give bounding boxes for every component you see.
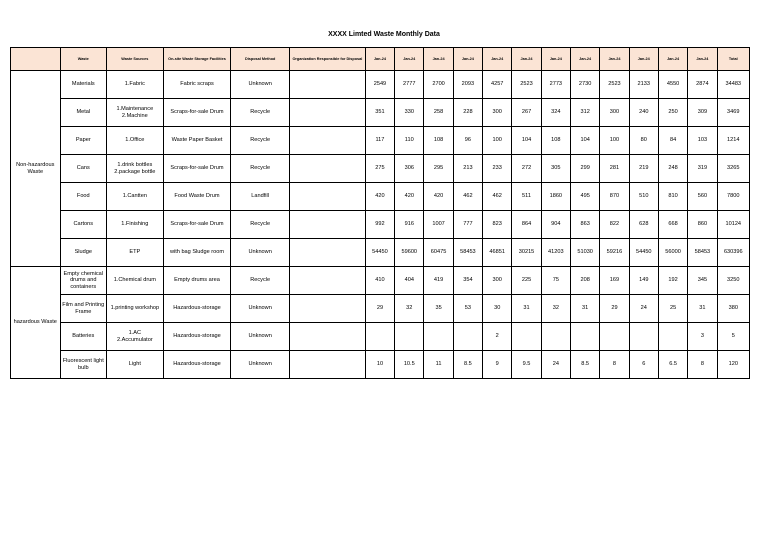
month-value-cell: 8.5 (453, 351, 482, 379)
month-value-cell (600, 323, 629, 351)
header-month: Jan-24 (483, 48, 512, 71)
organization-cell (289, 155, 365, 183)
month-value-cell (658, 323, 687, 351)
month-value-cell: 149 (629, 267, 658, 295)
month-value-cell: 58453 (453, 239, 482, 267)
table-row (11, 155, 750, 183)
month-value-cell: 560 (688, 183, 717, 211)
month-value-cell: 29 (600, 295, 629, 323)
waste-source-cell (107, 351, 164, 379)
month-value-cell: 213 (453, 155, 482, 183)
month-value-cell: 410 (365, 267, 394, 295)
month-value-cell: 59216 (600, 239, 629, 267)
disposal-method-cell: Recycle (231, 155, 290, 183)
month-value-cell: 281 (600, 155, 629, 183)
table-row (11, 99, 750, 127)
month-value-cell: 272 (512, 155, 541, 183)
month-value-cell: 11 (424, 351, 453, 379)
disposal-method-cell: Unknown (231, 295, 290, 323)
month-value-cell: 305 (541, 155, 570, 183)
header-waste: Waste (60, 48, 107, 71)
month-value-cell: 192 (658, 267, 687, 295)
organization-cell (289, 351, 365, 379)
storage-cell: Hazardous-storage (163, 351, 231, 379)
table-row (11, 351, 750, 379)
month-value-cell: 24 (541, 351, 570, 379)
waste-source-line: Light (128, 361, 141, 368)
month-value-cell: 169 (600, 267, 629, 295)
organization-cell (289, 295, 365, 323)
table-body (11, 71, 750, 379)
month-value-cell: 60475 (424, 239, 453, 267)
waste-source-line: 1.Office (125, 137, 145, 144)
month-value-cell (424, 323, 453, 351)
header-total: Total (717, 48, 749, 71)
month-value-cell: 4550 (658, 71, 687, 99)
month-value-cell: 108 (424, 127, 453, 155)
organization-cell (289, 211, 365, 239)
waste-source-cell (107, 239, 164, 267)
waste-cell: Fluorescent light bulb (60, 351, 107, 379)
month-value-cell (453, 323, 482, 351)
month-value-cell: 628 (629, 211, 658, 239)
month-value-cell: 240 (629, 99, 658, 127)
month-value-cell: 103 (688, 127, 717, 155)
storage-cell: with bag Sludge room (163, 239, 231, 267)
header-month: Jan-24 (424, 48, 453, 71)
table-row (11, 295, 750, 323)
waste-source-cell (107, 295, 164, 323)
month-value-cell: 104 (570, 127, 599, 155)
header-month: Jan-24 (395, 48, 424, 71)
waste-source-line: 1.Fabric (124, 81, 145, 88)
waste-source-line: 1.AC (128, 330, 142, 337)
waste-source-line: 1.Maintenance (116, 106, 154, 113)
month-value-cell: 2700 (424, 71, 453, 99)
waste-source-line: 2.Machine (121, 112, 148, 119)
month-value-cell: 511 (512, 183, 541, 211)
month-value-cell: 306 (395, 155, 424, 183)
header-storage-facilities: On-site Waste Storage Facilities (163, 48, 231, 71)
month-value-cell: 300 (600, 99, 629, 127)
waste-source-cell (107, 155, 164, 183)
month-value-cell: 250 (658, 99, 687, 127)
month-value-cell: 1860 (541, 183, 570, 211)
month-value-cell: 777 (453, 211, 482, 239)
month-value-cell: 59600 (395, 239, 424, 267)
total-cell: 34483 (717, 71, 749, 99)
storage-cell: Hazardous-storage (163, 295, 231, 323)
month-value-cell: 108 (541, 127, 570, 155)
disposal-method-cell: Recycle (231, 211, 290, 239)
table-row (11, 267, 750, 295)
month-value-cell: 864 (512, 211, 541, 239)
table-row (11, 183, 750, 211)
month-value-cell: 35 (424, 295, 453, 323)
waste-source-line: 1.Chemical drum (113, 277, 156, 284)
total-cell: 3250 (717, 267, 749, 295)
month-value-cell: 31 (512, 295, 541, 323)
header-month: Jan-24 (541, 48, 570, 71)
month-value-cell: 54450 (629, 239, 658, 267)
header-organization: Organization Responsible for Disposal (289, 48, 365, 71)
storage-cell: Empty drums area (163, 267, 231, 295)
month-value-cell: 462 (483, 183, 512, 211)
month-value-cell: 462 (453, 183, 482, 211)
month-value-cell: 2093 (453, 71, 482, 99)
month-value-cell: 354 (453, 267, 482, 295)
waste-source-line: 1.printing workshop (110, 305, 160, 312)
month-value-cell (541, 323, 570, 351)
month-value-cell: 8 (600, 351, 629, 379)
month-value-cell: 6.5 (658, 351, 687, 379)
month-value-cell: 404 (395, 267, 424, 295)
waste-cell: Materials (60, 71, 107, 99)
month-value-cell: 1007 (424, 211, 453, 239)
organization-cell (289, 239, 365, 267)
month-value-cell: 84 (658, 127, 687, 155)
waste-cell: Film and Printing Frame (60, 295, 107, 323)
header-category-cell (11, 48, 61, 71)
table-row (11, 323, 750, 351)
month-value-cell: 2523 (600, 71, 629, 99)
waste-cell: Sludge (60, 239, 107, 267)
waste-source-cell (107, 267, 164, 295)
storage-cell: Food Waste Drum (163, 183, 231, 211)
waste-source-line: 2.Accumulator (116, 336, 153, 343)
month-value-cell: 54450 (365, 239, 394, 267)
sheet-title: XXXX Limted Waste Monthly Data (328, 31, 440, 38)
waste-source-cell (107, 323, 164, 351)
month-value-cell (570, 323, 599, 351)
month-value-cell: 96 (453, 127, 482, 155)
month-value-cell: 319 (688, 155, 717, 183)
month-value-cell: 8 (688, 351, 717, 379)
organization-cell (289, 99, 365, 127)
month-value-cell: 32 (395, 295, 424, 323)
month-value-cell: 80 (629, 127, 658, 155)
header-month: Jan-24 (600, 48, 629, 71)
header-month: Jan-24 (453, 48, 482, 71)
month-value-cell: 25 (658, 295, 687, 323)
month-value-cell: 300 (483, 99, 512, 127)
month-value-cell: 208 (570, 267, 599, 295)
header-waste-sources: Waste Sources (107, 48, 164, 71)
organization-cell (289, 183, 365, 211)
disposal-method-cell: Recycle (231, 127, 290, 155)
month-value-cell: 860 (688, 211, 717, 239)
month-value-cell: 420 (365, 183, 394, 211)
total-cell: 120 (717, 351, 749, 379)
disposal-method-cell: Unknown (231, 351, 290, 379)
month-value-cell (629, 323, 658, 351)
month-value-cell: 32 (541, 295, 570, 323)
header-month: Jan-24 (629, 48, 658, 71)
total-cell: 10124 (717, 211, 749, 239)
disposal-method-cell: Landfill (231, 183, 290, 211)
organization-cell (289, 267, 365, 295)
month-value-cell: 10.5 (395, 351, 424, 379)
total-cell: 7800 (717, 183, 749, 211)
month-value-cell: 248 (658, 155, 687, 183)
waste-cell: Paper (60, 127, 107, 155)
month-value-cell: 295 (424, 155, 453, 183)
month-value-cell: 420 (424, 183, 453, 211)
waste-source-cell (107, 183, 164, 211)
month-value-cell: 10 (365, 351, 394, 379)
waste-cell: Cans (60, 155, 107, 183)
total-cell: 1214 (717, 127, 749, 155)
month-value-cell: 56000 (658, 239, 687, 267)
organization-cell (289, 127, 365, 155)
month-value-cell: 2 (483, 323, 512, 351)
storage-cell: Scraps-for-sale Drum (163, 155, 231, 183)
month-value-cell: 822 (600, 211, 629, 239)
month-value-cell: 2523 (512, 71, 541, 99)
waste-source-line: ETP (129, 249, 141, 256)
month-value-cell: 823 (483, 211, 512, 239)
month-value-cell: 2730 (570, 71, 599, 99)
waste-cell: Batteries (60, 323, 107, 351)
storage-cell: Scraps-for-sale Drum (163, 211, 231, 239)
waste-source-cell (107, 99, 164, 127)
month-value-cell: 863 (570, 211, 599, 239)
month-value-cell: 2773 (541, 71, 570, 99)
month-value-cell: 2549 (365, 71, 394, 99)
organization-cell (289, 71, 365, 99)
waste-cell: Cartons (60, 211, 107, 239)
month-value-cell: 300 (483, 267, 512, 295)
storage-cell: Scraps-for-sale Drum (163, 99, 231, 127)
month-value-cell: 258 (424, 99, 453, 127)
month-value-cell: 100 (600, 127, 629, 155)
header-month: Jan-24 (658, 48, 687, 71)
total-cell: 3469 (717, 99, 749, 127)
header-month: Jan-24 (688, 48, 717, 71)
month-value-cell: 324 (541, 99, 570, 127)
disposal-method-cell: Unknown (231, 323, 290, 351)
month-value-cell: 916 (395, 211, 424, 239)
waste-cell: Metal (60, 99, 107, 127)
waste-data-table (10, 47, 750, 379)
category-hazardous: hazardous Waste (11, 267, 61, 379)
month-value-cell: 810 (658, 183, 687, 211)
month-value-cell: 51030 (570, 239, 599, 267)
month-value-cell: 9.5 (512, 351, 541, 379)
month-value-cell (512, 323, 541, 351)
disposal-method-cell: Unknown (231, 239, 290, 267)
storage-cell: Fabric scraps (163, 71, 231, 99)
month-value-cell: 58453 (688, 239, 717, 267)
month-value-cell: 30 (483, 295, 512, 323)
total-cell: 630396 (717, 239, 749, 267)
month-value-cell: 4257 (483, 71, 512, 99)
month-value-cell: 495 (570, 183, 599, 211)
storage-cell: Hazardous-storage (163, 323, 231, 351)
month-value-cell: 904 (541, 211, 570, 239)
month-value-cell: 41203 (541, 239, 570, 267)
month-value-cell: 46851 (483, 239, 512, 267)
disposal-method-cell: Recycle (231, 99, 290, 127)
table-row (11, 71, 750, 99)
header-month: Jan-24 (365, 48, 394, 71)
month-value-cell: 870 (600, 183, 629, 211)
month-value-cell: 6 (629, 351, 658, 379)
month-value-cell: 299 (570, 155, 599, 183)
waste-cell: Empty chemical drums and containers (60, 267, 107, 295)
header-row (11, 48, 750, 71)
month-value-cell: 267 (512, 99, 541, 127)
total-cell: 380 (717, 295, 749, 323)
month-value-cell: 219 (629, 155, 658, 183)
month-value-cell (395, 323, 424, 351)
table-row (11, 211, 750, 239)
waste-source-line: 1.drink bottles (117, 162, 153, 169)
month-value-cell (365, 323, 394, 351)
month-value-cell: 419 (424, 267, 453, 295)
month-value-cell: 330 (395, 99, 424, 127)
month-value-cell: 31 (688, 295, 717, 323)
month-value-cell: 2133 (629, 71, 658, 99)
waste-source-cell (107, 71, 164, 99)
month-value-cell: 100 (483, 127, 512, 155)
category-non-hazardous: Non-hazardous Waste (11, 71, 61, 267)
disposal-method-cell: Recycle (231, 267, 290, 295)
month-value-cell: 104 (512, 127, 541, 155)
waste-source-cell (107, 127, 164, 155)
month-value-cell: 345 (688, 267, 717, 295)
disposal-method-cell: Unknown (231, 71, 290, 99)
waste-source-line: 1.Finishing (121, 221, 149, 228)
month-value-cell: 992 (365, 211, 394, 239)
storage-cell: Waste Paper Basket (163, 127, 231, 155)
month-value-cell: 233 (483, 155, 512, 183)
month-value-cell: 351 (365, 99, 394, 127)
month-value-cell: 53 (453, 295, 482, 323)
month-value-cell: 31 (570, 295, 599, 323)
month-value-cell: 29 (365, 295, 394, 323)
waste-source-line: 1.Cantten (122, 193, 147, 200)
month-value-cell: 2777 (395, 71, 424, 99)
month-value-cell: 30215 (512, 239, 541, 267)
table-row (11, 239, 750, 267)
waste-cell: Food (60, 183, 107, 211)
header-month: Jan-24 (570, 48, 599, 71)
waste-source-cell (107, 211, 164, 239)
month-value-cell: 312 (570, 99, 599, 127)
header-disposal-method: Disposal Method (231, 48, 290, 71)
organization-cell (289, 323, 365, 351)
month-value-cell: 668 (658, 211, 687, 239)
month-value-cell: 3 (688, 323, 717, 351)
total-cell: 5 (717, 323, 749, 351)
month-value-cell: 75 (541, 267, 570, 295)
month-value-cell: 9 (483, 351, 512, 379)
month-value-cell: 309 (688, 99, 717, 127)
month-value-cell: 24 (629, 295, 658, 323)
waste-source-line: 2.package bottle (114, 168, 156, 175)
header-month: Jan-24 (512, 48, 541, 71)
month-value-cell: 117 (365, 127, 394, 155)
table-row (11, 127, 750, 155)
month-value-cell: 8.5 (570, 351, 599, 379)
month-value-cell: 510 (629, 183, 658, 211)
month-value-cell: 275 (365, 155, 394, 183)
month-value-cell: 225 (512, 267, 541, 295)
month-value-cell: 2874 (688, 71, 717, 99)
total-cell: 3265 (717, 155, 749, 183)
month-value-cell: 110 (395, 127, 424, 155)
month-value-cell: 228 (453, 99, 482, 127)
month-value-cell: 420 (395, 183, 424, 211)
